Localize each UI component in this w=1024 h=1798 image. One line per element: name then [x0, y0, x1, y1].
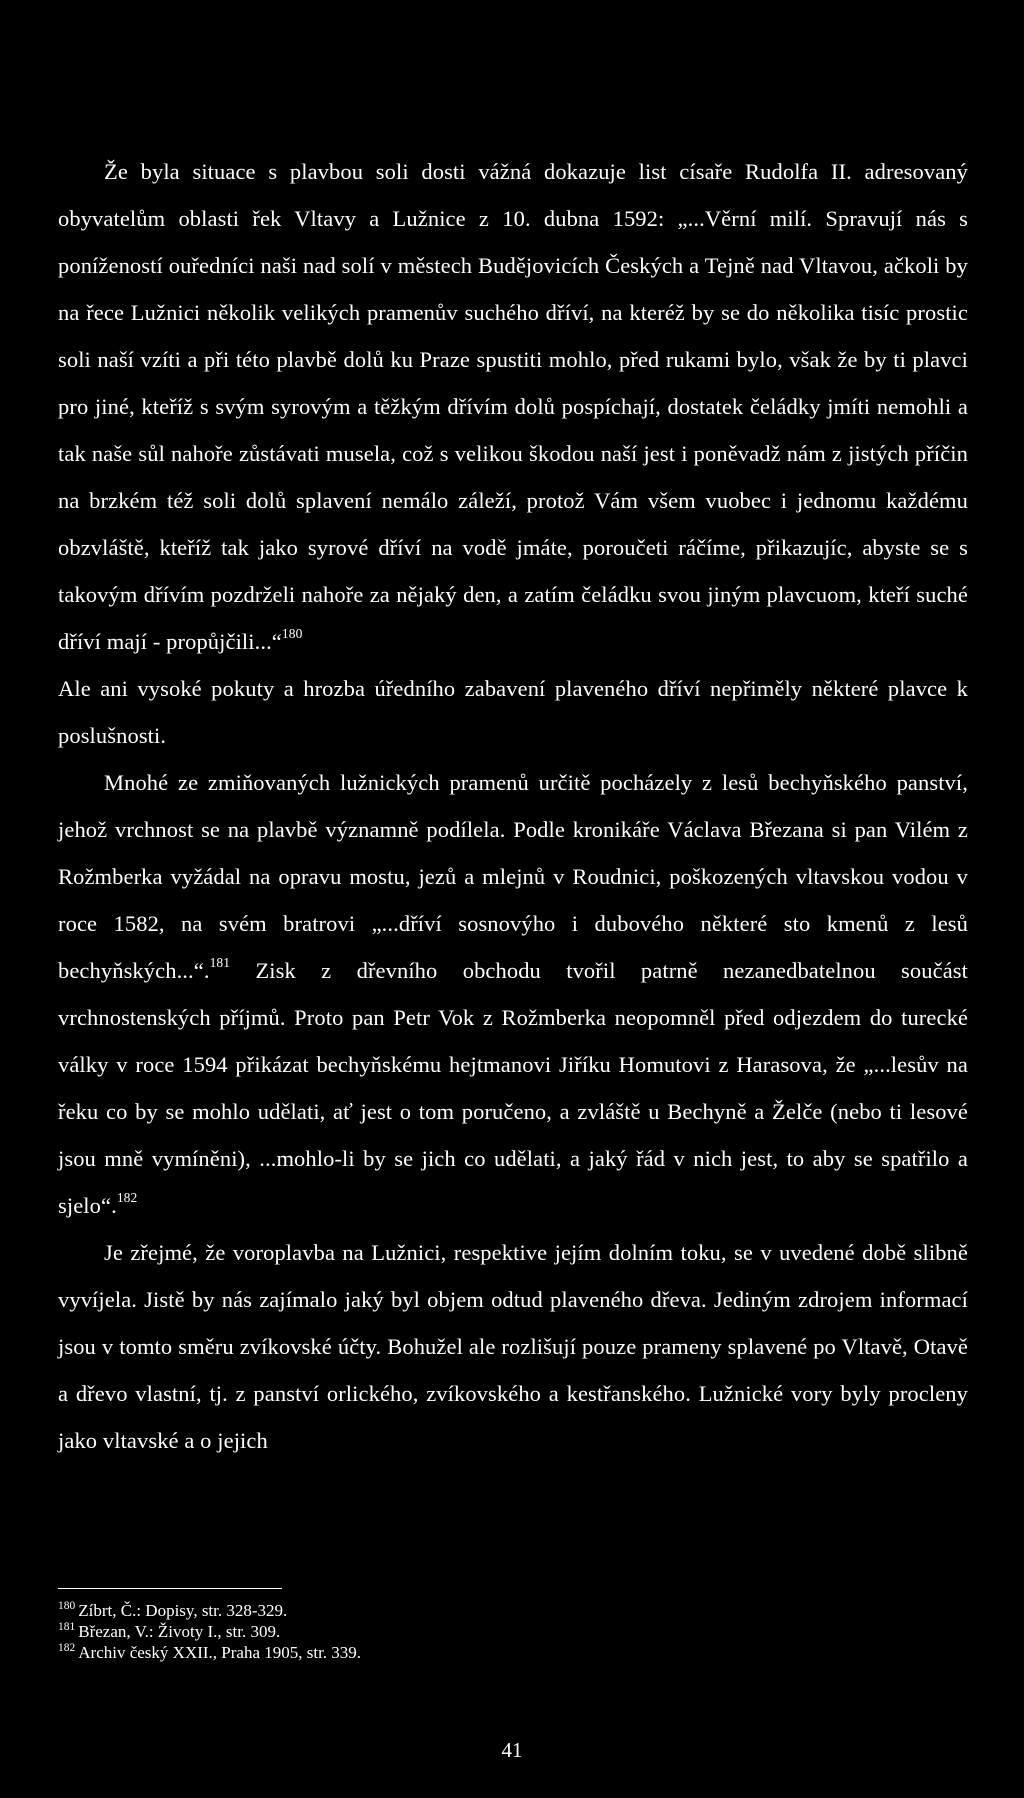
- footnote: [58, 1621, 658, 1642]
- footnote-number: 180: [58, 1600, 76, 1613]
- main-text: [58, 148, 968, 1464]
- footnote: [58, 1642, 658, 1663]
- paragraph-text: Ale ani vysoké pokuty a hrozba úředního zabavení plaveného dříví nepřiměly některé plavce k poslušnosti.: [58, 676, 968, 748]
- paragraph: [58, 759, 968, 1229]
- footnote-reference: 180: [281, 625, 303, 641]
- page-number: 41: [501, 1738, 523, 1762]
- footnote-separator: [58, 1588, 282, 1589]
- footnote-reference: 182: [116, 1189, 138, 1205]
- paragraph: [58, 1229, 968, 1464]
- paragraph-text: Že byla situace s plavbou soli dosti vážná dokazuje list císaře Rudolfa II. adresovaný obyvatelům oblasti řek Vltavy a Lužnice z 10. dubna 1592: „...Věrní milí. Spravují nás s ponížeností ouředníci naši nad solí v městech Budějovicích Českých a Tejně nad Vltavou, ačkoli by na řece Lužnici několik velikých pramenův suchého dříví, na kteréž by se do několika tisíc prostic soli naší vzíti a při této plavbě dolů ku Praze spustiti mohlo, před rukami bylo, však že by ti plavci pro jiné, kteříž s svým syrovým a těžkým dřívím dolů pospíchají, dostatek čeládky jmíti nemohli a tak naše sůl nahoře zůstávati musela, což s velikou škodou naší jest i poněvadž nám z jistých příčin na brzkém též soli dolů splavení nemálo záleží, protož Vám všem vuobec i jednomu každému obzvláště, kteříž tak jako syrové dříví na vodě jmáte, poroučeti ráčíme, přikazujíc, abyste se s takovým dřívím pozdrželi nahoře za nějaký den, a zatím čeládku svou jiným plavcuom, kteří suché dříví mají - propůjčili...“: [58, 159, 968, 654]
- footnote: [58, 1600, 658, 1621]
- paragraph-text: Je zřejmé, že voroplavba na Lužnici, respektive jejím dolním toku, se v uvedené době slibně vyvíjela. Jistě by nás zajímalo jaký byl objem odtud plaveného dřeva. Jediným zdrojem informací jsou v tomto směru zvíkovské účty. Bohužel ale rozlišují pouze prameny splavené po Vltavě, Otavě a dřevo vlastní, tj. z panství orlického, zvíkovského a kestřanského. Lužnické vory byly procleny jako vltavské a o jejich: [58, 1240, 968, 1453]
- paragraph: [58, 665, 968, 759]
- footnote-text: Březan, V.: Životy I., str. 309.: [78, 1622, 281, 1641]
- footnote-reference: 181: [209, 954, 231, 970]
- footnotes: [58, 1600, 658, 1663]
- paragraph-text: Mnohé ze zmiňovaných lužnických pramenů určitě pocházely z lesů bechyňského panství, jehož vrchnost se na plavbě významně podílela. Podle kronikáře Václava Březana si pan Vilém z Rožmberka vyžádal na opravu mostu, jezů a mlejnů v Roudnici, poškozených vltavskou vodou v roce 1582, na svém bratrovi „...dříví sosnovýho i dubového některé sto kmenů z lesů bechyňských...“.: [58, 770, 968, 983]
- footnote-number: 182: [58, 1642, 76, 1655]
- footnote-number: 181: [58, 1621, 76, 1634]
- paragraph-text: Zisk z dřevního obchodu tvořil patrně nezanedbatelnou součást vrchnostenských příjmů. Proto pan Petr Vok z Rožmberka neopomněl před odjezdem do turecké války v roce 1594 přikázat bechyňskému hejtmanovi Jiříku Homutovi z Harasova, že „...lesův na řeku co by se mohlo udělati, ať jest o tom poručeno, a zvláště u Bechyně a Želče (nebo ti lesové jsou mně vymíněni), ...mohlo-li by se jich co udělati, a jaký řád v nich jest, to aby se spatřilo a sjelo“.: [58, 958, 968, 1218]
- footnote-text: Archiv český XXII., Praha 1905, str. 339.: [78, 1643, 362, 1662]
- footnote-text: Zíbrt, Č.: Dopisy, str. 328-329.: [78, 1601, 288, 1620]
- paragraph: [58, 148, 968, 665]
